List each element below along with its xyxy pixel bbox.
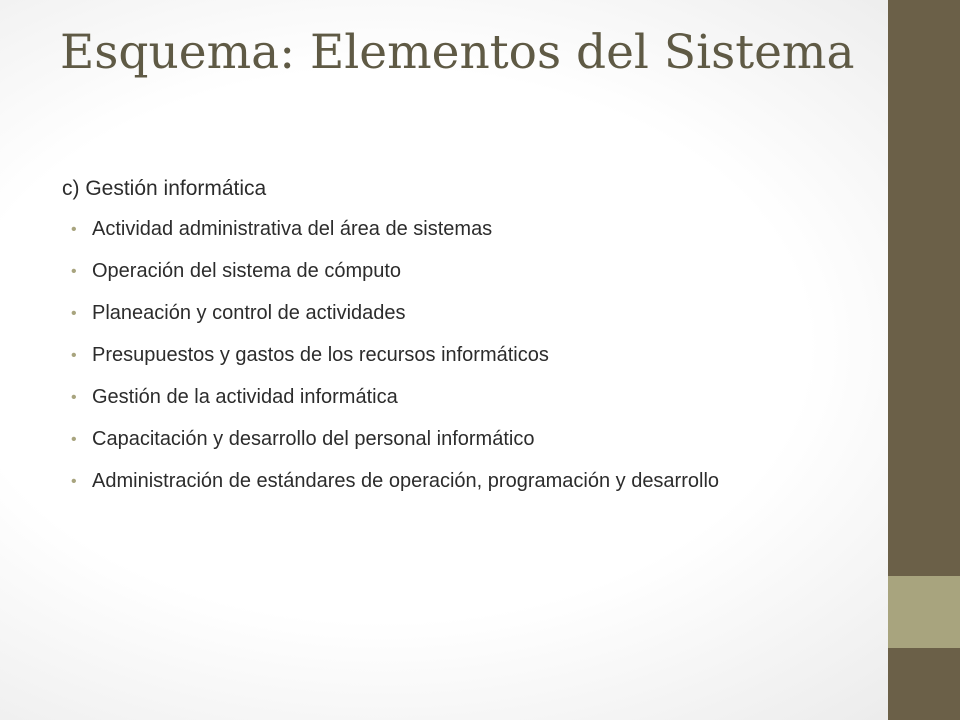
- slide-title: Esquema: Elementos del Sistema: [60, 25, 855, 80]
- bullet-text: Administración de estándares de operación, programación y desarrollo: [92, 470, 720, 492]
- bullet-item: [62, 215, 832, 244]
- bullet-item: [62, 299, 832, 328]
- bullet-text: Presupuestos y gastos de los recursos informáticos: [92, 344, 549, 366]
- bullet-item: [62, 425, 832, 454]
- slide-content: [62, 175, 832, 509]
- bullet-list: [62, 215, 832, 496]
- bullet-icon: •: [71, 431, 77, 448]
- bullet-icon: •: [71, 389, 77, 406]
- bullet-item: [62, 467, 832, 496]
- bullet-icon: •: [71, 305, 77, 322]
- bullet-text: Actividad administrativa del área de sistemas: [92, 218, 493, 240]
- bullet-icon: •: [71, 263, 77, 280]
- decorative-side-bar-bottom: [888, 648, 960, 720]
- decorative-side-bar-top: [888, 0, 960, 576]
- bullet-item: [62, 383, 832, 412]
- bullet-text: Operación del sistema de cómputo: [92, 260, 402, 282]
- bullet-icon: •: [71, 473, 77, 490]
- bullet-text: Gestión de la actividad informática: [92, 386, 398, 408]
- decorative-side-bar-middle: [888, 576, 960, 648]
- bullet-item: [62, 257, 832, 286]
- bullet-icon: •: [71, 221, 77, 238]
- slide-subtitle: c) Gestión informática: [62, 177, 267, 200]
- bullet-item: [62, 341, 832, 370]
- bullet-text: Capacitación y desarrollo del personal informático: [92, 428, 535, 450]
- bullet-text: Planeación y control de actividades: [92, 302, 406, 324]
- bullet-icon: •: [71, 347, 77, 364]
